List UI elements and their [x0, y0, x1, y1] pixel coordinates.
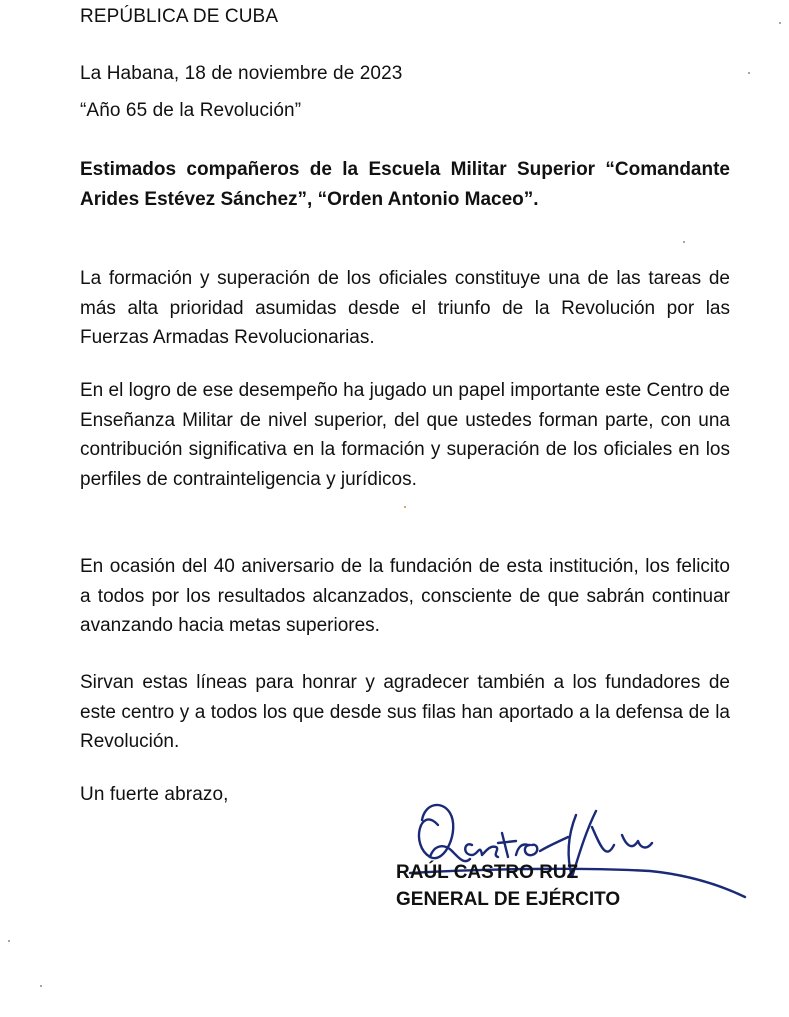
paragraph-4: Sirvan estas líneas para honrar y agradecer también a los fundadores de este centro y a todos los que desde sus filas han aportado a la defensa de la Revolución. [80, 672, 730, 752]
letter-header: REPÚBLICA DE CUBA [80, 6, 279, 27]
closing: Un fuerte abrazo, [80, 784, 229, 805]
scan-speck [40, 985, 42, 987]
place-date: La Habana, 18 de noviembre de 2023 [80, 63, 403, 84]
paragraph-1: La formación y superación de los oficiales constituye una de las tareas de más alta prioridad asumidas desde el triunfo de la Revolución por las Fuerzas Armadas Revolucionarias. [80, 268, 730, 348]
scan-speck [8, 940, 10, 942]
scan-speck [748, 72, 750, 74]
paragraph-3: En ocasión del 40 aniversario de la fundación de esta institución, los felicito a todos por los resultados alcanzados, consciente de que sabrán continuar avanzando hacia metas superiores. [80, 556, 730, 636]
signature-image [400, 785, 760, 905]
year-motto: “Año 65 de la Revolución” [80, 100, 302, 121]
salutation: Estimados compañeros de la Escuela Militar Superior “Comandante Arides Estévez Sánchez”, “Orden Antonio Maceo”. [80, 159, 730, 210]
paragraph-2: En el logro de ese desempeño ha jugado un papel importante este Centro de Enseñanza Militar de nivel superior, del que ustedes forman parte, con una contribución significativa en la formación y superación de los oficiales en los perfiles de contrainteligencia y jurídicos. [80, 380, 730, 490]
scan-speck [404, 506, 406, 508]
signer-name: RAÚL CASTRO RUZ [396, 862, 579, 883]
scan-speck [683, 241, 685, 243]
scan-speck [779, 22, 781, 24]
signer-title: GENERAL DE EJÉRCITO [396, 889, 621, 910]
